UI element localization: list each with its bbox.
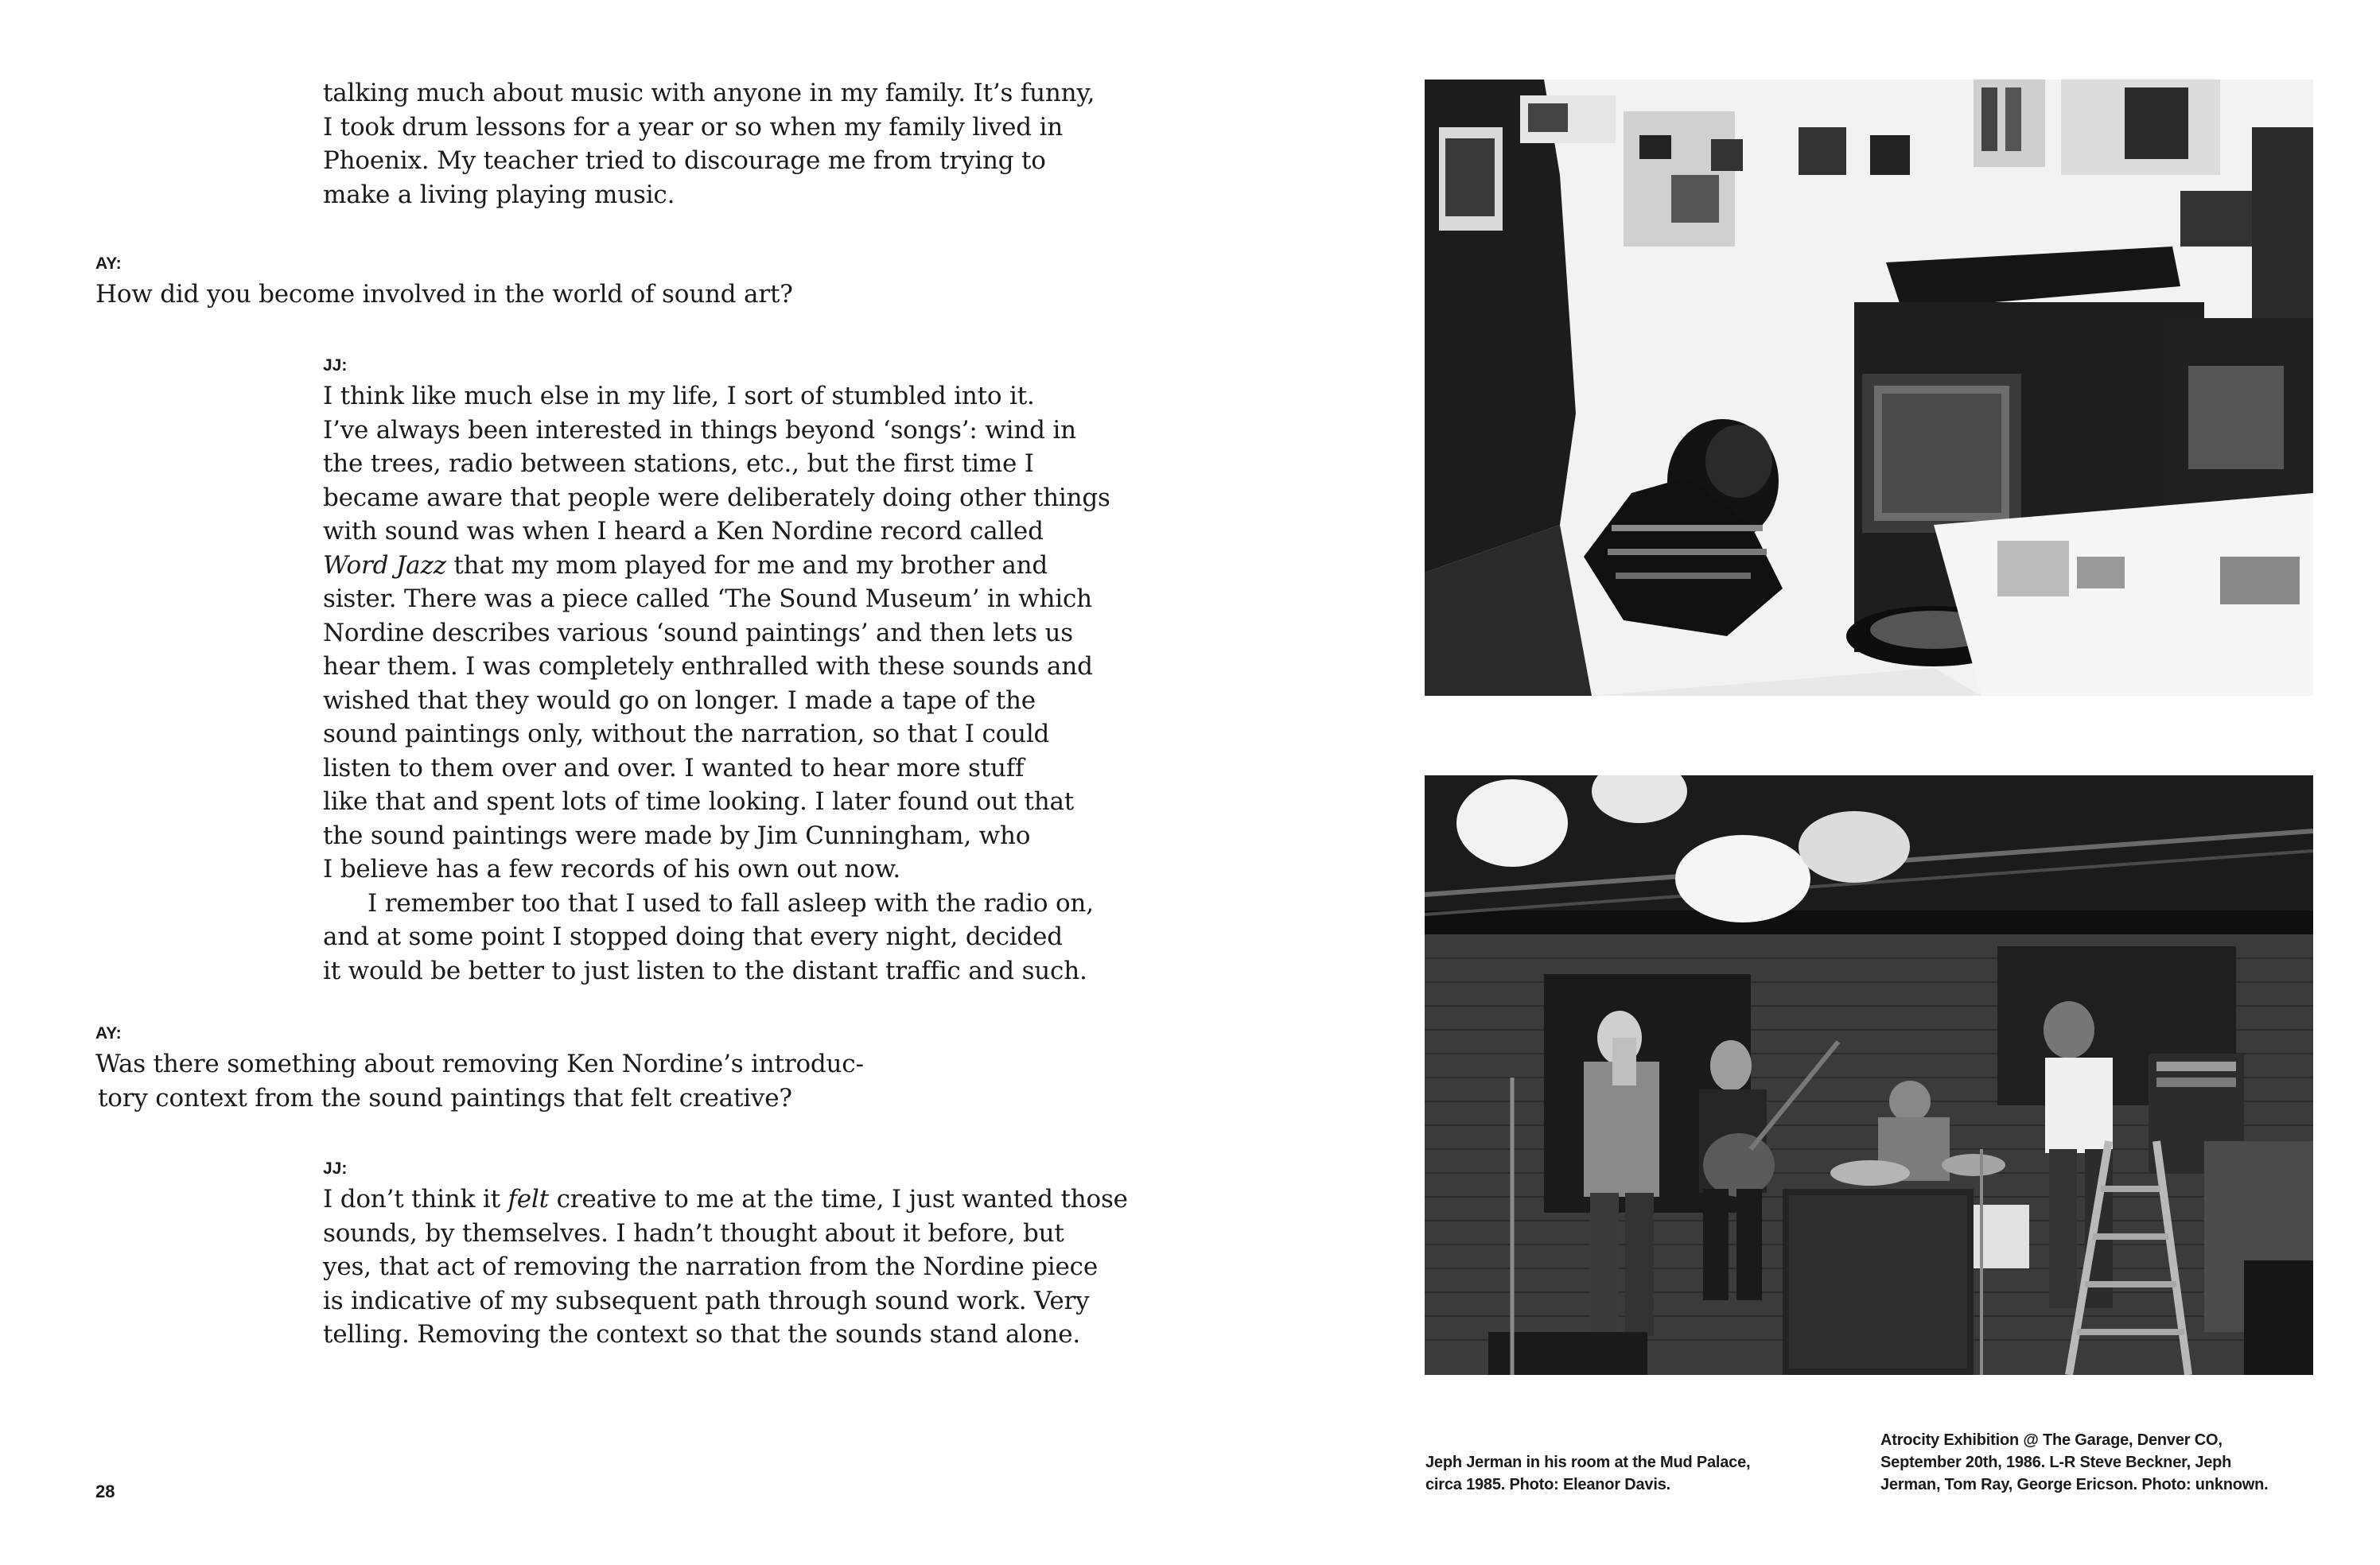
text-line: talking much about music with anyone in my family. It’s funny,	[323, 79, 1095, 107]
page-number: 28	[95, 1482, 115, 1501]
text-line: Phoenix. My teacher tried to discourage me from trying to	[323, 146, 1046, 175]
text-line	[323, 1182, 1128, 1217]
caption-photo-2	[1880, 1429, 2269, 1496]
speaker-label-jj: JJ:	[323, 1159, 348, 1178]
caption-line: Jeph Jerman in his room at the Mud Palace,	[1425, 1454, 1751, 1471]
answer-1	[323, 379, 1110, 988]
text-line: make a living playing music.	[323, 180, 675, 209]
text-line: yes, that act of removing the narration from the Nordine piece	[323, 1252, 1098, 1281]
photo-room-graphic	[1425, 80, 2313, 696]
text-line: the sound paintings were made by Jim Cunningham, who	[323, 821, 1031, 850]
intro-paragraph	[323, 76, 1095, 212]
text-line: I took drum lessons for a year or so when my family lived in	[323, 112, 1064, 142]
text-line: is indicative of my subsequent path through sound work. Very	[323, 1286, 1090, 1315]
text-run: creative to me at the time, I just wanted those	[548, 1185, 1128, 1214]
text-line: I remember too that I used to fall asleep with the radio on,	[368, 888, 1094, 918]
text-run: that my mom played for me and my brother and	[445, 550, 1048, 580]
photo-room-mud-palace	[1425, 80, 2313, 696]
text-line: and at some point I stopped doing that every night, decided	[323, 922, 1063, 951]
caption-line: circa 1985. Photo: Eleanor Davis.	[1425, 1476, 1670, 1493]
text-line: like that and spent lots of time looking. I later found out that	[323, 787, 1075, 816]
text-line: Was there something about removing Ken Nordine’s introduc-	[95, 1050, 864, 1078]
text-line: the trees, radio between stations, etc., but the first time I	[323, 449, 1034, 478]
caption-line: September 20th, 1986. L-R Steve Beckner, Jeph	[1880, 1454, 2232, 1471]
text-line: tory context from the sound paintings that felt creative?	[98, 1083, 792, 1113]
text-line: I believe has a few records of his own out now.	[323, 855, 901, 883]
text-line: listen to them over and over. I wanted to hear more stuff	[323, 753, 1025, 782]
text-line: I’ve always been interested in things beyond ‘songs’: wind in	[323, 415, 1076, 445]
caption-line: Atrocity Exhibition @ The Garage, Denver CO,	[1880, 1431, 2222, 1449]
text-line: hear them. I was completely enthralled with these sounds and	[323, 652, 1093, 681]
emphasis: felt	[508, 1185, 549, 1214]
right-page	[1190, 0, 2380, 1565]
speaker-label-jj: JJ:	[323, 356, 348, 375]
text-line: wished that they would go on longer. I made a tape of the	[323, 685, 1036, 715]
photo-band-graphic	[1425, 775, 2313, 1375]
text-line: Nordine describes various ‘sound paintings’ and then lets us	[323, 618, 1073, 647]
text-line: it would be better to just listen to the distant traffic and such.	[323, 956, 1087, 985]
text-line: I think like much else in my life, I sort of stumbled into it.	[323, 382, 1035, 410]
answer-2	[323, 1182, 1128, 1352]
question-1	[95, 278, 793, 312]
text-line: with sound was when I heard a Ken Nordine record called	[323, 517, 1044, 546]
text-line: How did you become involved in the world of sound art?	[95, 280, 793, 309]
text-line: became aware that people were deliberately doing other things	[323, 483, 1110, 512]
speaker-label-ay: AY:	[95, 1024, 122, 1043]
text-line: sounds, by themselves. I hadn’t thought about it before, but	[323, 1218, 1064, 1248]
speaker-label-ay: AY:	[95, 254, 122, 273]
text-line: sound paintings only, without the narration, so that I could	[323, 720, 1050, 748]
question-2	[95, 1047, 864, 1115]
caption-photo-1	[1425, 1451, 1750, 1496]
photo-band-garage	[1425, 775, 2313, 1375]
caption-line: Jerman, Tom Ray, George Ericson. Photo: unknown.	[1880, 1476, 2269, 1493]
text-line	[323, 549, 1110, 583]
text-line: sister. There was a piece called ‘The Sound Museum’ in which	[323, 584, 1092, 613]
text-line: telling. Removing the context so that the sounds stand alone.	[323, 1320, 1081, 1349]
text-run: I don’t think it	[323, 1185, 508, 1214]
record-title: Word Jazz	[323, 550, 446, 580]
